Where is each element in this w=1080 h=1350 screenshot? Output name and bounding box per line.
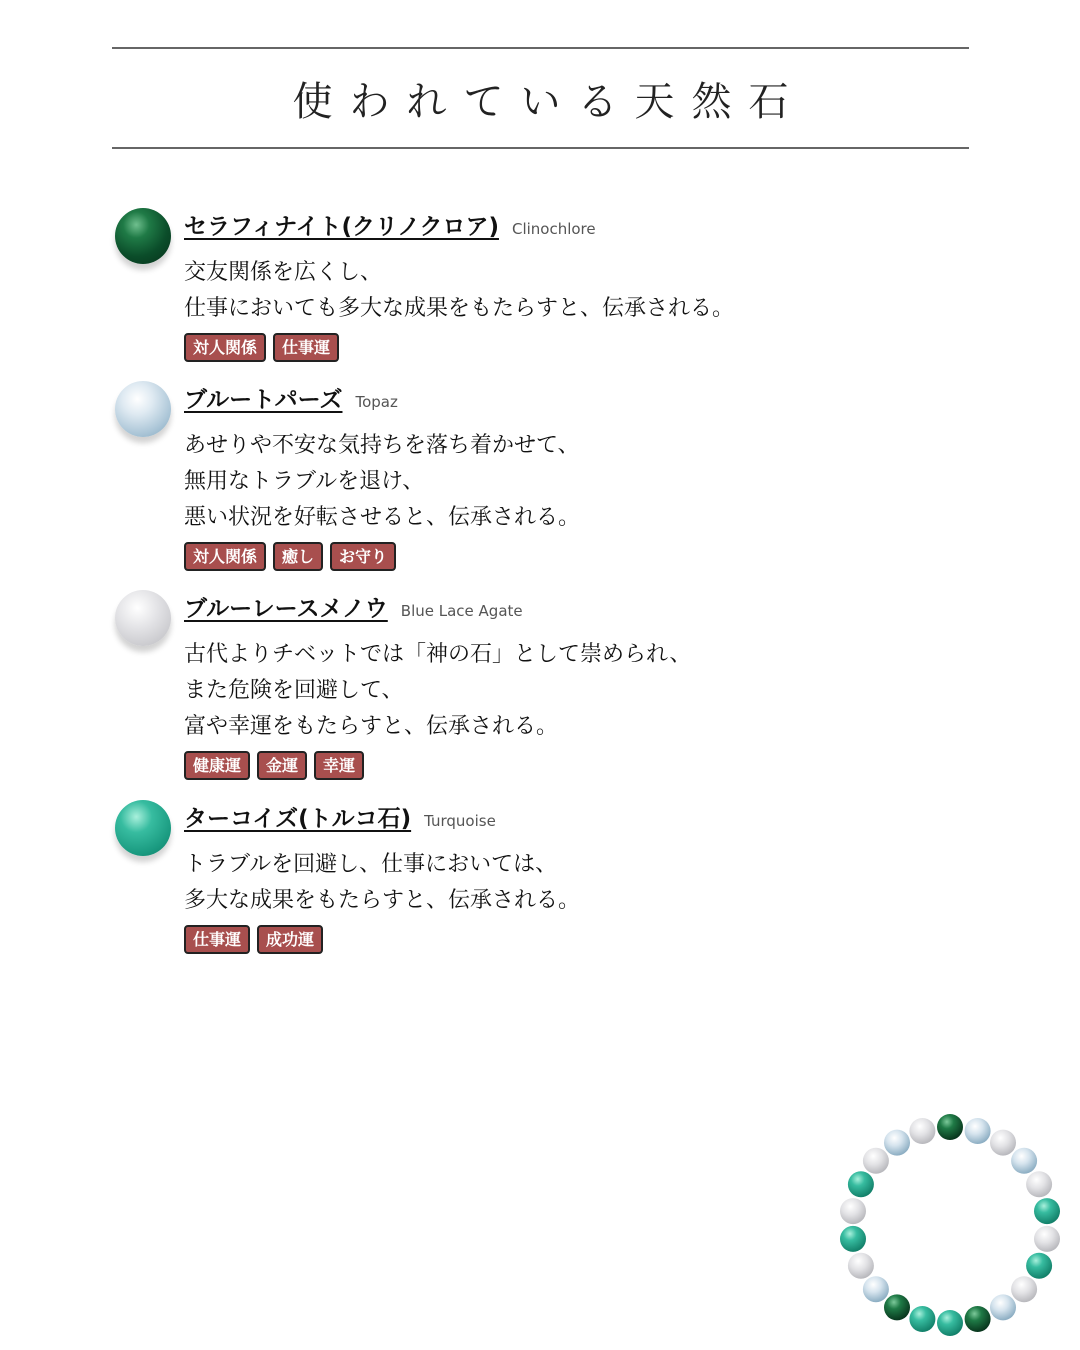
seraphinite-bead [884, 1294, 910, 1320]
page-title: 使われている天然石 [292, 78, 806, 125]
stone-name-link[interactable]: セラフィナイト(クリノクロア) [184, 214, 499, 240]
tag-badge: 仕事運 [184, 925, 250, 954]
seraphinite-bead [965, 1306, 991, 1332]
stone-name-en: Turquoise [424, 812, 496, 830]
stone-name-link[interactable]: ブルートパーズ [184, 387, 343, 413]
blue-lace-agate-bead-image [115, 590, 171, 646]
description-line: 無用なトラブルを退け、 [184, 469, 425, 494]
topaz-bead [863, 1276, 889, 1302]
blue-lace-agate-bead [1011, 1276, 1037, 1302]
turquoise-bead [909, 1306, 935, 1332]
tag-badge: 成功運 [257, 925, 323, 954]
turquoise-bead [848, 1171, 874, 1197]
stone-description [184, 428, 924, 536]
topaz-bead [965, 1118, 991, 1144]
stone-name-en: Blue Lace Agate [400, 602, 523, 620]
bracelet-beads [840, 1114, 1060, 1336]
description-line: 多大な成果をもたらすと、伝承される。 [184, 888, 581, 913]
blue-lace-agate-bead [990, 1130, 1016, 1156]
topaz-bead [990, 1294, 1016, 1320]
seraphinite-bead [937, 1114, 963, 1140]
description-line: 仕事においても多大な成果をもたらすと、伝承される。 [184, 296, 735, 321]
stone-name-link[interactable]: ブルーレースメノウ [184, 596, 388, 622]
stone-description [184, 255, 924, 327]
seraphinite-bead-image [115, 208, 171, 264]
topaz-bead-image [115, 381, 171, 437]
description-line: 悪い状況を好転させると、伝承される。 [184, 505, 581, 530]
bracelet-image [830, 1100, 1070, 1340]
description-line: 富や幸運をもたらすと、伝承される。 [184, 714, 559, 739]
blue-lace-agate-bead [840, 1198, 866, 1224]
stone-description [184, 637, 924, 745]
tag-badge: 金運 [257, 751, 307, 780]
blue-lace-agate-bead [863, 1148, 889, 1174]
turquoise-bead [1034, 1198, 1060, 1224]
blue-lace-agate-bead [909, 1118, 935, 1144]
tag-badge: お守り [330, 542, 396, 571]
topaz-bead [1011, 1148, 1037, 1174]
tag-badge: 幸運 [314, 751, 364, 780]
blue-lace-agate-bead [1034, 1226, 1060, 1252]
tag-list [184, 751, 924, 780]
tag-list [184, 333, 924, 362]
tag-badge: 対人関係 [184, 333, 266, 362]
description-line: トラブルを回避し、仕事においては、 [184, 852, 558, 877]
tag-list [184, 925, 924, 954]
blue-lace-agate-bead [1026, 1171, 1052, 1197]
description-line: 交友関係を広くし、 [184, 260, 383, 285]
tag-badge: 対人関係 [184, 542, 266, 571]
stone-name-en: Clinochlore [511, 220, 596, 238]
turquoise-bead-image [115, 800, 171, 856]
tag-badge: 癒し [273, 542, 323, 571]
turquoise-bead [840, 1226, 866, 1252]
tag-list [184, 542, 924, 571]
blue-lace-agate-bead [848, 1253, 874, 1279]
tag-badge: 仕事運 [273, 333, 339, 362]
title-block [112, 47, 969, 149]
stone-name-en: Topaz [355, 393, 398, 411]
turquoise-bead [937, 1310, 963, 1336]
turquoise-bead [1026, 1253, 1052, 1279]
description-line: 古代よりチベットでは「神の石」として崇められ、 [184, 642, 692, 667]
stone-name-link[interactable]: ターコイズ(トルコ石) [184, 806, 412, 832]
tag-badge: 健康運 [184, 751, 250, 780]
description-line: また危険を回避して、 [184, 678, 404, 703]
description-line: あせりや不安な気持ちを落ち着かせて、 [184, 433, 580, 458]
topaz-bead [884, 1130, 910, 1156]
stone-description [184, 847, 924, 919]
